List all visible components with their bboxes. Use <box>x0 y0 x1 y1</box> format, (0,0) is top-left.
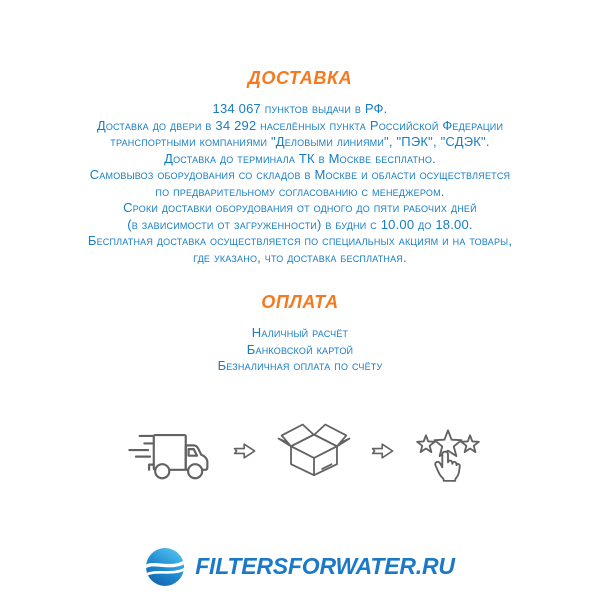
payment-title: ОПЛАТА <box>261 292 339 312</box>
payment-text <box>218 325 383 375</box>
water-wave-circle-icon <box>145 547 185 587</box>
delivery-process-icons <box>119 411 481 491</box>
arrow-right-icon <box>233 441 257 461</box>
delivery-title: ДОСТАВКА <box>247 68 353 88</box>
payment-line: Безналичная оплата по счёту <box>217 358 383 373</box>
delivery-line: (в зависимости от загруженности) в будни с 10.00 до 18.00. <box>127 216 473 232</box>
delivery-line: транспортными компаниями "Деловыми линиями", "ПЭК", "СДЭК". <box>110 134 490 149</box>
delivery-line: Бесплатная доставка осуществляется по специальных акциям и на товары, <box>87 233 513 248</box>
open-box-icon <box>277 420 351 482</box>
footer-logo <box>145 547 455 587</box>
delivery-line: 134 067 пунктов выдачи в РФ. <box>212 101 388 116</box>
delivery-line: Сроки доставки оборудования от одного до пяти рабочих дней <box>123 200 477 215</box>
arrow-right-icon <box>371 441 395 461</box>
rating-stars-hand-icon <box>415 419 481 483</box>
delivery-line: где указано, что доставка бесплатная. <box>193 249 407 265</box>
delivery-line: Самовывоз оборудования со складов в Москве и области осуществляется <box>89 167 511 182</box>
delivery-line: Доставка до терминала ТК в Москве бесплатно. <box>164 150 436 166</box>
payment-line: Наличный расчёт <box>251 325 349 340</box>
payment-line: Банковской картой <box>246 341 354 357</box>
fast-delivery-truck-icon <box>119 417 213 485</box>
delivery-text <box>88 101 512 266</box>
logo-text: FILTERSFORWATER.RU <box>195 553 455 579</box>
delivery-line: по предварительному согласованию с менеджером. <box>155 183 445 199</box>
delivery-line: Доставка до двери в 34 292 населённых пункта Российской Федерации <box>96 117 504 133</box>
